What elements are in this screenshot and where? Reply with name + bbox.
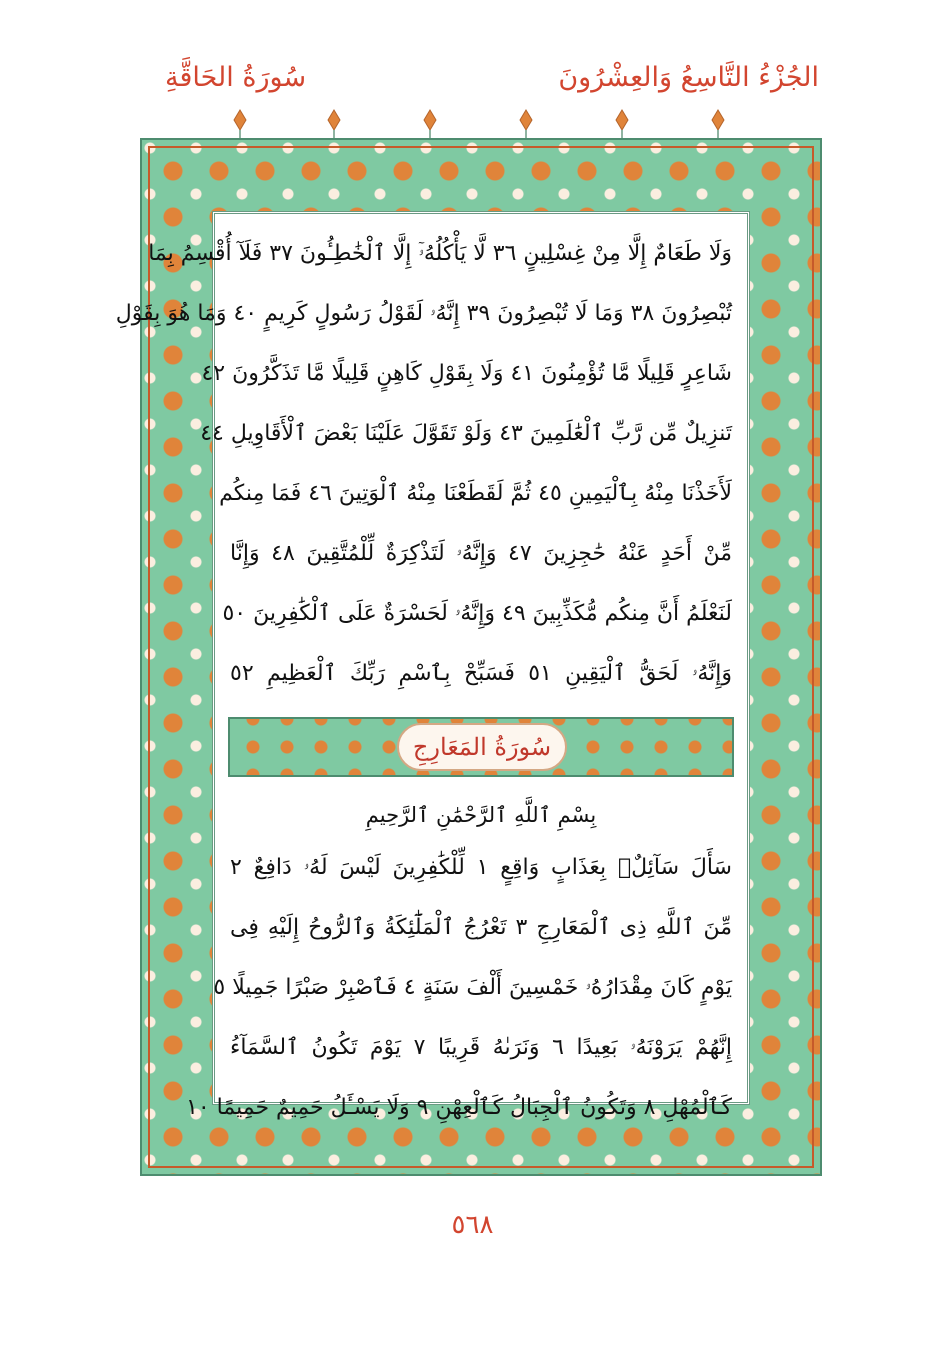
quran-line: تَنزِيلٌ مِّن رَّبِّ ٱلْعَٰلَمِينَ ٤٣ وَلَوْ تَقَوَّلَ عَلَيْنَا بَعْضَ ٱلْأَقَاوِيلِ ٤٤ xyxy=(200,421,732,446)
quran-line: لَأَخَذْنَا مِنْهُ بِٱلْيَمِينِ ٤٥ ثُمَّ لَقَطَعْنَا مِنْهُ ٱلْوَتِينَ ٤٦ فَمَا مِنكُم xyxy=(219,481,732,506)
quran-line: إِنَّهُمْ يَرَوْنَهُۥ بَعِيدًا ٦ وَنَرَىٰهُ قَرِيبًا ٧ يَوْمَ تَكُونُ ٱلسَّمَآءُ xyxy=(230,1035,732,1060)
quran-line: سَأَلَ سَآئِلٌۢ بِعَذَابٍ وَاقِعٍ ١ لِّلْكَٰفِرِينَ لَيْسَ لَهُۥ دَافِعٌ ٢ xyxy=(230,855,732,880)
quran-line: كَٱلْمُهْلِ ٨ وَتَكُونُ ٱلْجِبَالُ كَٱلْعِهْنِ ٩ وَلَا يَسْـَٔلُ حَمِيمٌ حَمِيمًا ١٠ xyxy=(186,1095,732,1120)
page-number: ٥٦٨ xyxy=(451,1210,494,1240)
quran-line: مِّنَ ٱللَّهِ ذِى ٱلْمَعَارِجِ ٣ تَعْرُجُ ٱلْمَلَٰٓئِكَةُ وَٱلرُّوحُ إِلَيْهِ فِى xyxy=(230,915,732,940)
quran-line: وَلَا طَعَامٌ إِلَّا مِنْ غِسْلِينٍ ٣٦ لَّا يَأْكُلُهُۥٓ إِلَّا ٱلْخَٰطِـُٔونَ ٣٧ فَلَآ أُقْسِمُ بِمَا xyxy=(148,241,732,266)
quran-line: لَنَعْلَمُ أَنَّ مِنكُم مُّكَذِّبِينَ ٤٩ وَإِنَّهُۥ لَحَسْرَةٌ عَلَى ٱلْكَٰفِرِينَ ٥٠ xyxy=(222,601,732,626)
surah-title: سُورَةُ الحَاقَّةِ xyxy=(165,62,307,93)
quran-line: مِّنْ أَحَدٍ عَنْهُ حَٰجِزِينَ ٤٧ وَإِنَّهُۥ لَتَذْكِرَةٌ لِّلْمُتَّقِينَ ٤٨ وَإِنَّا xyxy=(230,541,733,566)
quran-line: شَاعِرٍ قَلِيلًا مَّا تُؤْمِنُونَ ٤١ وَلَا بِقَوْلِ كَاهِنٍ قَلِيلًا مَّا تَذَكَّرُونَ ٤٢ xyxy=(201,361,732,386)
top-ornament-icon xyxy=(0,108,945,142)
basmala: بِسْمِ ٱللَّهِ ٱلرَّحْمَٰنِ ٱلرَّحِيمِ xyxy=(365,803,597,827)
surah-banner xyxy=(228,717,734,777)
quran-line: يَوْمٍ كَانَ مِقْدَارُهُۥ خَمْسِينَ أَلْفَ سَنَةٍ ٤ فَٱصْبِرْ صَبْرًا جَمِيلًا ٥ xyxy=(213,975,732,1000)
juz-title: الجُزْءُ التَّاسِعُ وَالعِشْرُونَ xyxy=(558,62,819,93)
surah-banner-title: سُورَةُ المَعَارِجِ xyxy=(397,723,567,771)
quran-line: وَإِنَّهُۥ لَحَقُّ ٱلْيَقِينِ ٥١ فَسَبِّحْ بِٱسْمِ رَبِّكَ ٱلْعَظِيمِ ٥٢ xyxy=(230,661,732,686)
quran-line: تُبْصِرُونَ ٣٨ وَمَا لَا تُبْصِرُونَ ٣٩ إِنَّهُۥ لَقَوْلُ رَسُولٍ كَرِيمٍ ٤٠ وَمَا هُوَ بِقَوْلِ xyxy=(115,301,732,326)
